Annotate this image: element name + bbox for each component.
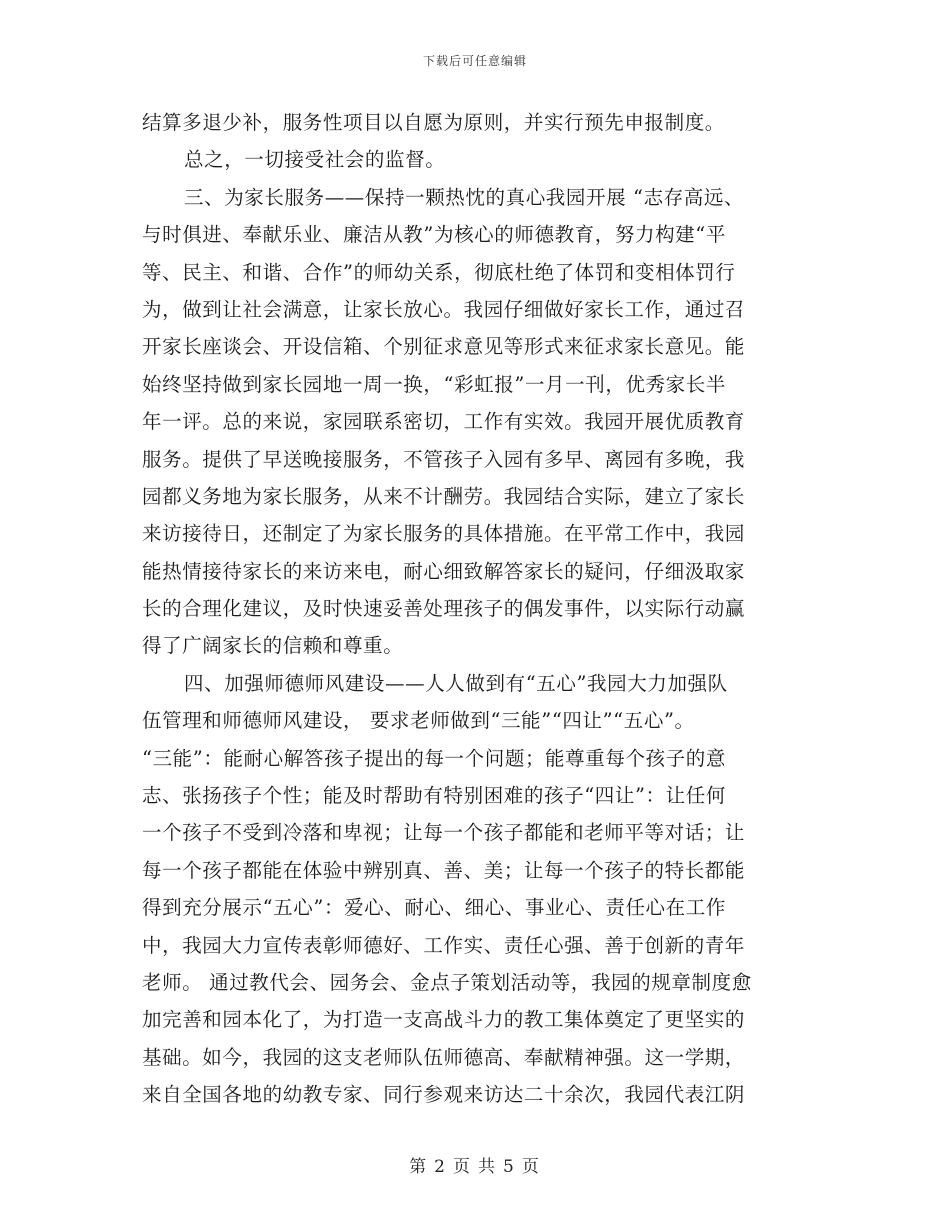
document-body	[142, 104, 812, 1114]
text-line: 基础。如今，我园的这支老师队伍师德高、奉献精神强。这一学期，	[142, 1045, 746, 1069]
text-line: 总之，一切接受社会的监督。	[184, 148, 446, 172]
text-line: 志、张扬孩子个性；能及时帮助有特别困难的孩子“四让”：让任何	[142, 784, 726, 808]
text-line: 结算多退少补，服务性项目以自愿为原则，并实行预先申报制度。	[142, 111, 725, 134]
text-line: 伍管理和师德师风建设， 要求老师做到“三能”“四让”“五心”。	[142, 709, 695, 733]
text-line: 四、加强师德师风建设——人人做到有“五心”我园大力加强队	[184, 671, 728, 695]
text-line: 始终坚持做到家长园地一周一换，“彩虹报”一月一刊，优秀家长半	[142, 372, 726, 396]
text-line: 服务。提供了早送晚接服务，不管孩子入园有多早、离园有多晚，我	[142, 447, 746, 471]
text-line: 一个孩子不受到冷落和卑视；让每一个孩子都能和老师平等对话；让	[142, 821, 746, 845]
footer-total-word: 共	[478, 1157, 497, 1177]
text-line: 园都义务地为家长服务，从来不计酬劳。我园结合实际，建立了家长	[142, 484, 746, 508]
text-line: 为，做到让社会满意，让家长放心。我园仔细做好家长工作，通过召	[142, 297, 746, 321]
text-line: 开家长座谈会、开设信箱、个别征求意见等形式来征求家长意见。能	[142, 335, 746, 359]
footer-current-page: 2	[434, 1157, 447, 1177]
text-line: 年一评。总的来说，家园联系密切，工作有实效。我园开展优质教育	[142, 410, 746, 434]
text-line: 老师。 通过教代会、园务会、金点子策划活动等，我园的规章制度愈	[142, 970, 752, 994]
text-line: 每一个孩子都能在体验中辨别真、善、美；让每一个孩子的特长都能	[142, 858, 746, 882]
text-line: 与时俱进、奉献乐业、廉洁从教”为核心的师德教育，努力构建“平	[142, 223, 726, 247]
text-line: 得到充分展示“五心”：爱心、耐心、细心、事业心、责任心在工作	[142, 896, 726, 920]
text-line: “三能”：能耐心解答孩子提出的每一个问题；能尊重每个孩子的意	[142, 746, 726, 770]
text-line: 三、为家长服务——保持一颗热忱的真心我园开展 “志存高远、	[184, 185, 745, 209]
page-footer	[0, 1152, 950, 1177]
text-line: 能热情接待家长的来访来电，耐心细致解答家长的疑问，仔细汲取家	[142, 559, 746, 583]
text-line: 来访接待日，还制定了为家长服务的具体措施。在平常工作中，我园	[142, 522, 746, 546]
text-line: 长的合理化建议，及时快速妥善处理孩子的偶发事件，以实际行动赢	[142, 597, 746, 621]
text-line: 来自全国各地的幼教专家、同行参观来访达二十余次，我园代表江阴	[142, 1083, 746, 1107]
text-line: 加完善和园本化了，为打造一支高战斗力的教工集体奠定了更坚实的	[142, 1008, 746, 1032]
text-line: 得了广阔家长的信赖和尊重。	[142, 634, 404, 658]
text-line: 中，我园大力宣传表彰师德好、工作实、责任心强、善于创新的青年	[142, 933, 746, 957]
page-header: 下载后可任意编辑	[422, 54, 527, 68]
footer-suffix: 页	[521, 1157, 541, 1177]
footer-total-pages: 5	[503, 1157, 516, 1177]
text-line: 等、民主、和谐、合作”的师幼关系，彻底杜绝了体罚和变相体罚行	[142, 260, 736, 284]
footer-page-word: 页	[453, 1157, 472, 1177]
footer-prefix: 第	[409, 1157, 429, 1177]
